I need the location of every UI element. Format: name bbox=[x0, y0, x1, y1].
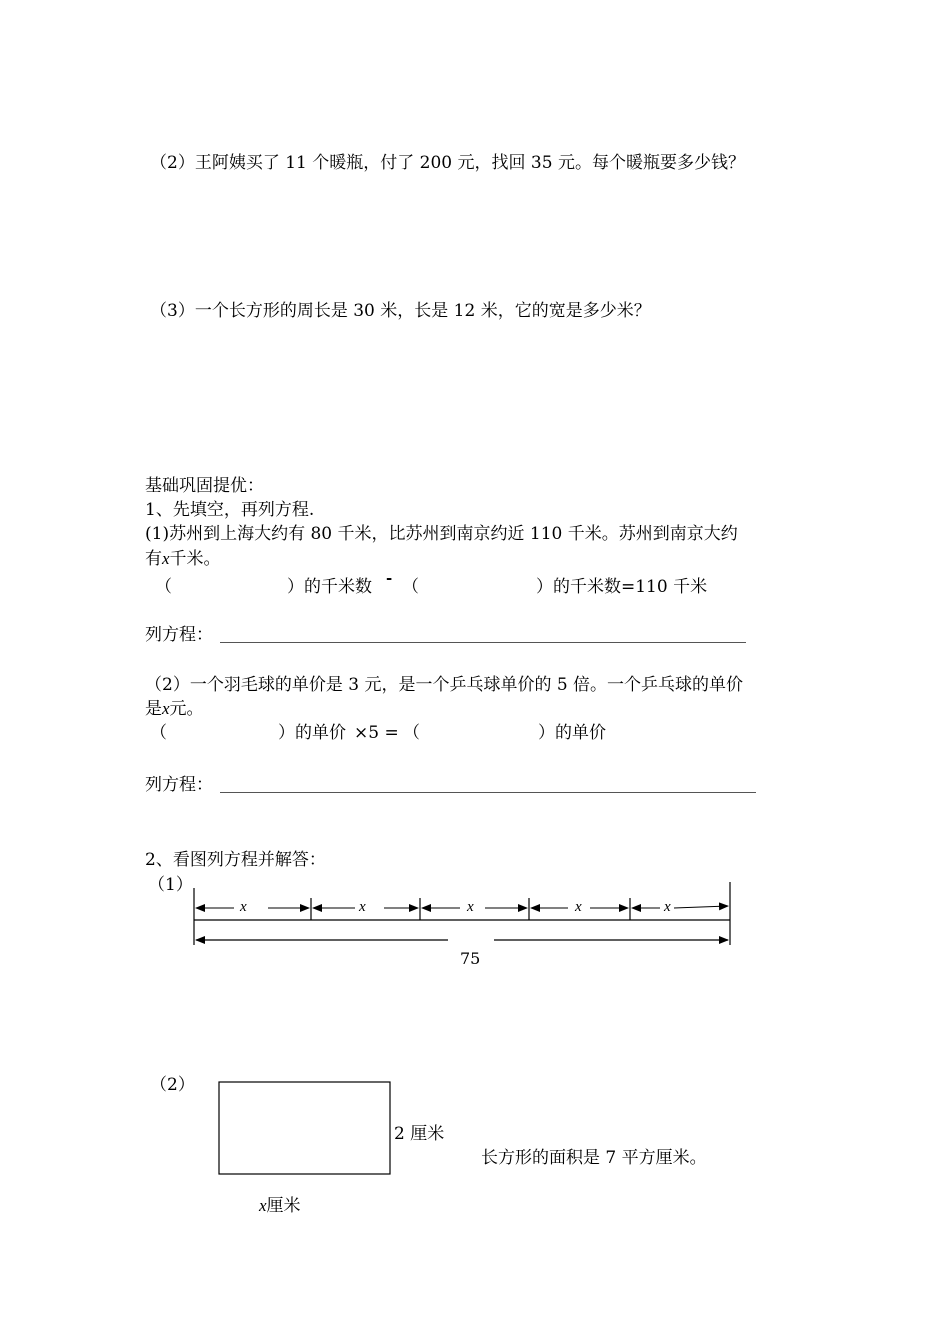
blank-label-1: ）的千米数 bbox=[287, 577, 372, 597]
part-1-text-a: 有 bbox=[145, 549, 162, 569]
times-five: ×5 = bbox=[354, 723, 399, 743]
section-title: 基础巩固提优： bbox=[145, 476, 264, 496]
part-2-line-1: （2）一个羽毛球的单价是 3 元，是一个乒乓球单价的 5 倍。一个乒乓球的单价 bbox=[145, 675, 744, 695]
blank-open-3: （ bbox=[150, 723, 167, 743]
part-1-text-b: 千米。 bbox=[169, 549, 221, 569]
part-1-line-1: (1)苏州到上海大约有 80 千米，比苏州到南京约近 110 千米。苏州到南京大约 bbox=[145, 524, 738, 544]
equation-label-2: 列方程： bbox=[145, 775, 213, 795]
segment-arrow-right bbox=[674, 906, 728, 908]
item-1-title: 1、先填空，再列方程. bbox=[145, 500, 315, 520]
rectangle-area-text: 长方形的面积是 7 平方厘米。 bbox=[481, 1148, 707, 1168]
blank-label-4: ）的单价 bbox=[538, 723, 606, 743]
problem-3: （3）一个长方形的周长是 30 米，长是 12 米，它的宽是多少米？ bbox=[150, 301, 651, 321]
part-2-text-b: 元。 bbox=[169, 699, 204, 719]
blank-open-1: （ bbox=[155, 577, 172, 597]
rectangle-width-label bbox=[259, 1197, 301, 1215]
variable-x: x bbox=[162, 549, 170, 568]
blank-open-2: （ bbox=[402, 577, 419, 597]
segment-label-x: x bbox=[575, 899, 582, 915]
blank-label-2: ）的千米数=110 千米 bbox=[536, 577, 708, 597]
segment-label-x: x bbox=[359, 899, 366, 915]
variable-x: x bbox=[259, 1196, 267, 1215]
part-2-text-a: 是 bbox=[145, 699, 162, 719]
minus-sign: - bbox=[386, 569, 393, 587]
total-label: 75 bbox=[460, 949, 481, 968]
figure-2-label: （2） bbox=[150, 1075, 195, 1095]
equation-label-1: 列方程： bbox=[145, 625, 213, 645]
figure-1-label: （1） bbox=[148, 875, 193, 895]
variable-x: x bbox=[162, 699, 170, 718]
blank-open-4: （ bbox=[403, 723, 420, 743]
rectangle-figure bbox=[219, 1082, 390, 1174]
rectangle-height-label: 2 厘米 bbox=[394, 1124, 445, 1144]
item-2-title: 2、看图列方程并解答： bbox=[145, 850, 326, 870]
width-unit: 厘米 bbox=[266, 1196, 301, 1216]
blank-label-3: ）的单价 bbox=[278, 723, 346, 743]
segment-label-x: x bbox=[467, 899, 474, 915]
segment-label-x: x bbox=[664, 899, 671, 915]
problem-2: （2）王阿姨买了 11 个暖瓶，付了 200 元，找回 35 元。每个暖瓶要多少钱？ bbox=[150, 153, 745, 173]
segment-label-x: x bbox=[240, 899, 247, 915]
